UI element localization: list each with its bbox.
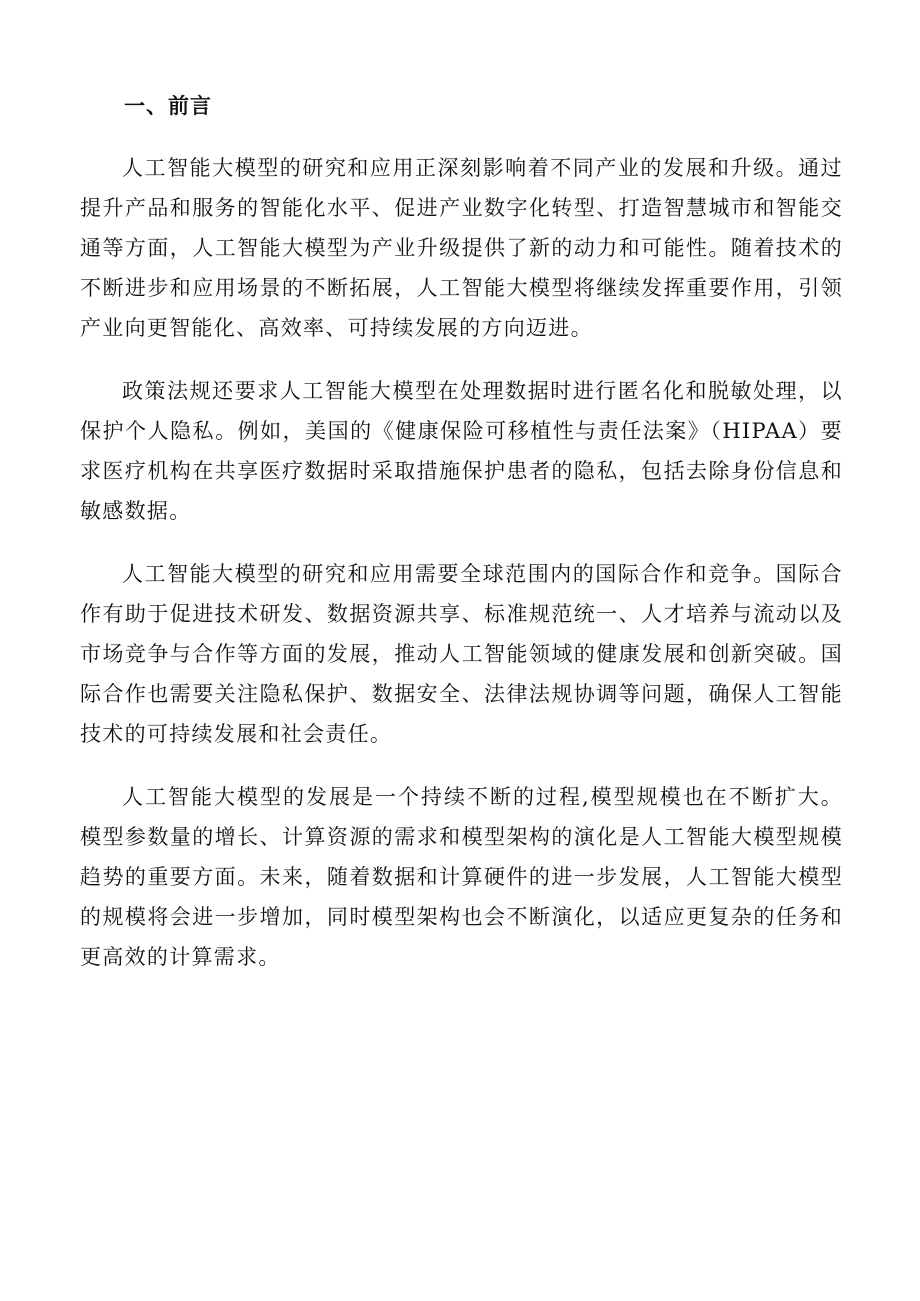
section-heading: 一、前言 <box>124 93 212 118</box>
document-body <box>80 86 843 1000</box>
paragraph-international-cooperation: 人工智能大模型的研究和应用需要全球范围内的国际合作和竞争。国际合作有助于促进技术研发、数据资源共享、标准规范统一、人才培养与流动以及市场竞争与合作等方面的发展，推动人工智能领域的健康发展和创新突破。国际合作也需要关注隐私保护、数据安全、法律法规协调等问题，确保人工智能技术的可持续发展和社会责任。 <box>80 562 843 746</box>
paragraph-industry-upgrade: 人工智能大模型的研究和应用正深刻影响着不同产业的发展和升级。通过提升产品和服务的智能化水平、促进产业数字化转型、打造智慧城市和智能交通等方面，人工智能大模型为产业升级提供了新的动力和可能性。随着技术的不断进步和应用场景的不断拓展，人工智能大模型将继续发挥重要作用，引领产业向更智能化、高效率、可持续发展的方向迈进。 <box>80 156 843 340</box>
paragraph-model-scale-trend: 人工智能大模型的发展是一个持续不断的过程,模型规模也在不断扩大。模型参数量的增长、计算资源的需求和模型架构的演化是人工智能大模型规模趋势的重要方面。未来，随着数据和计算硬件的进一步发展，人工智能大模型的规模将会进一步增加，同时模型架构也会不断演化，以适应更复杂的任务和更高效的计算需求。 <box>80 785 843 969</box>
paragraph-privacy-regulation: 政策法规还要求人工智能大模型在处理数据时进行匿名化和脱敏处理，以保护个人隐私。例如，美国的《健康保险可移植性与责任法案》（HIPAA）要求医疗机构在共享医疗数据时采取措施保护患者的隐私，包括去除身份信息和敏感数据。 <box>80 379 843 523</box>
